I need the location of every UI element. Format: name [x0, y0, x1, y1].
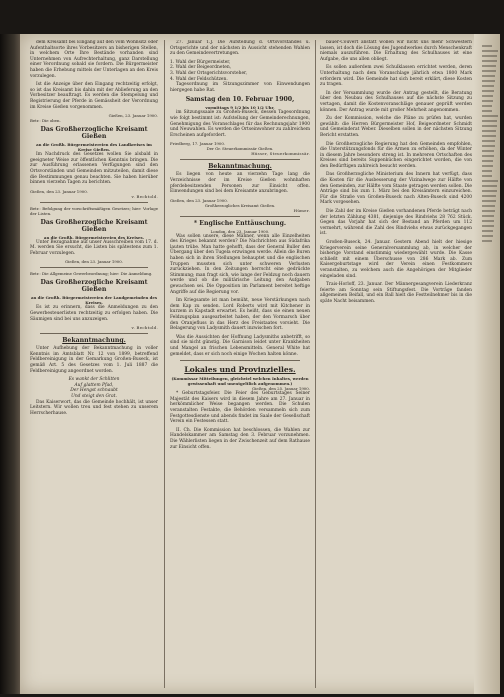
edge-text-line	[482, 155, 494, 157]
column-3	[320, 40, 472, 688]
edge-text-line	[482, 65, 496, 67]
edge-text-line	[482, 55, 497, 57]
poem-line: Und steigt den Grat.	[71, 394, 117, 399]
dateline: Gießen, den 23. Januar 1900.	[170, 197, 228, 203]
column-2	[170, 40, 310, 688]
meeting-subheading: vormittags 9 1/2 bis 10 1/2 Uhr,	[205, 105, 275, 111]
announcement-body: Unter Aufhebung der Bekanntmachung in voller Kenntnis im Amtsblatt Nr. 12 von 1899, betreffend Feldbereinigung in der Gemarkung Großen-Buseck, ist gemäß Art. 5 des Gesetzes vom 1. Juli 1887 die Feldbereinigung angeordnet worden.	[30, 346, 158, 374]
edge-text-line	[482, 95, 493, 97]
office-subheading: an die Großh. Bürgermeistereien des Landkreises im Kreise Gießen.	[36, 142, 152, 153]
edge-text-line	[482, 205, 495, 207]
edge-text-line	[482, 230, 493, 232]
edge-text-line	[482, 110, 492, 112]
list-outro: Tagesordnung im Sitzungszimmer von Einwendungen hiergegen habe Rat.	[170, 82, 310, 93]
signature: Hümer.	[293, 207, 310, 213]
office-heading: Das Großherzogliche Kreisamt Gießen	[40, 218, 148, 233]
poem-line: Es wankt der Schlitten	[68, 377, 120, 383]
local-news-heading: Lokales und Provinzielles.	[184, 365, 296, 375]
edge-text-line	[482, 135, 496, 137]
list-item: 3. Wahl der Ortsgerichtsvorsteher,	[170, 70, 248, 76]
article-paragraph: Das Großherzogliche Ministerium des Innern hat verfügt, dass die Kosten für die Ausbesserung der Vizinalwege zur Hälfte von den Gemeinden, zur Hälfte vom Staate getragen werden sollen. Die Anträge sind bis zum 1. März bei den Kreisämtern einzureichen. Für die Straße von Großen-Buseck nach Alten-Buseck sind 4200 Mark vorgesehen.	[320, 172, 472, 206]
local-news-subheading: (Kommissar Mitteilungen, gleichviel welchen Inhaltes, werden gewissenhaft und unentgeltlich aufgenommen.)	[171, 376, 309, 387]
story-body: Was die Aussichten der Hoffnung Ladysmiths anbetrifft, so sind sie nicht günstig. Die Garnison leidet unter Krankheiten und Mangel an frischen Lebensmitteln. General White hat gemeldet, dass er sich noch einige Wochen halten könne.	[170, 334, 310, 357]
article-paragraph: Es sollen außerdem zwei Schulklassen errichtet werden, deren Unterhaltung nach dem Voranschlage jährlich etwa 1800 Mark erfordern wird. Die Gemeinde hat sich bereit erklärt, diese Kosten zu tragen.	[320, 65, 472, 88]
edge-text-line	[482, 80, 495, 82]
separator	[40, 202, 148, 203]
announcement-heading: Bekanntmachung.	[208, 163, 272, 171]
edge-text-line	[482, 50, 498, 52]
edge-text-line	[482, 200, 496, 202]
article-paragraph: Die Zahl der im Kreise Gießen vorhandenen Pferde beträgt nach der letzten Zählung 4381, diejenige des Rindviehs 28 762 Stück. Gegen das Vorjahr hat sich der Bestand an Pferden um 112 vermehrt, während die Zahl des Rindviehs etwas zurückgegangen ist.	[320, 209, 472, 237]
office-subheading: an die Großh. Bürgermeistereien der Landgemeinden des Kreises.	[30, 295, 158, 306]
edge-text-line	[482, 240, 492, 242]
intro-paragraph-2: Ist die Anzeige über den Eingang rechtzeitig erfolgt, so ist das Kreisamt bis dahin mit der Ablieferung an den Vorbesitzer beauftragt. Es werden die Stempelung und Registrierung der Pferde in Gemässheit der Verordnung im Kreise Gießen vorgenommen.	[30, 82, 158, 110]
story-dateline: London, den 23. Januar 1900.	[210, 228, 270, 234]
edge-text-line	[482, 130, 496, 132]
edge-text-line	[482, 235, 493, 237]
poem-line: Der Hengst schnaubt	[70, 388, 118, 394]
subject-note: Betr.: Die oben.	[30, 118, 61, 124]
dateline: Gießen, den 23. Januar 1900.	[65, 259, 123, 265]
article-paragraph: Zu der Kommission, welche die Pläne zu prüfen hat, wurden gewählt: die Herren Bürgermeister Hof, Beigeordneter Schmidt und Gemeinderat Weber. Dieselben sollen in der nächsten Sitzung Bericht erstatten.	[320, 116, 472, 138]
edge-text-line	[482, 85, 494, 87]
subject-note: Betr.: Die Allgemeine Gewerbeordnung; hier: Die Anmeldung.	[30, 271, 153, 277]
dateline: Gießen, den 23. Januar 1900.	[30, 188, 88, 194]
meeting-body: im Sitzungssaale zu Großen-Buseck, dessen Tagesordnung wie folgt bestimmt ist: Aufstellung der Gemeinderechnungen, Genehmigung des Voranschlages für das Rechnungsjahr 1900 und Neuwahlen. Es werden die Ortseinwohner zu zahlreichem Erscheinen aufgefordert.	[170, 110, 310, 138]
edge-text-line	[482, 70, 496, 72]
column-1	[30, 40, 158, 688]
column-rule	[315, 40, 316, 688]
dateline: Gießen, 23. Januar 1900.	[108, 113, 158, 119]
edge-text-line	[482, 75, 495, 77]
edge-text-line	[482, 175, 492, 177]
newspaper-page	[20, 34, 500, 694]
dateline: Friedberg, 17. Januar 1900.	[170, 141, 226, 147]
edge-text-line	[482, 170, 492, 172]
edge-text-line	[482, 165, 493, 167]
office-body: Unter Bezugnahme auf unser Ausschreiben vom 17. d. M. werden Sie ersucht, die Listen bis spätestens zum 1. Februar vorzulegen.	[30, 239, 158, 256]
signature: Hüsser, Steuerkommissär.	[251, 151, 310, 157]
signature: v. Bechtold.	[131, 325, 158, 331]
column-rule	[164, 40, 165, 688]
next-page-text-strip	[482, 42, 498, 686]
announcement-heading: Bekanntmachung.	[62, 337, 126, 345]
office-heading: Das Großherzogliche Kreisamt Gießen	[40, 126, 148, 141]
announcement-body: Es liegen von heute an vierzehn Tage lang die Verzeichnisse der im Kreise Gießen wohnhaften pferdebesitzenden Personen zur Einsicht offen. Einwendungen sind bei dem Kreisamte anzubringen.	[170, 172, 310, 195]
intro-paragraph: dem Kreisamt bei Eingang auf den vom Wohnsitz oder Aufenthaltsorte ihres Vorbesitzers an bisherigen Stellen, in welchem Orte Ihre Bestände vorhanden sind Unternehmen von Aufrechterhaltung, ganz Darstellung einer Verordnung sobald sie fordern. Die Bürgermeister haben die Erhebung mittels der Unterlagen an den Kreis vorzulegen.	[30, 40, 158, 79]
separator	[180, 216, 300, 217]
local-body: II. Ch. Die Kommission hat beschlossen, die Wahlen zur Handelskammer am Samstag den 3. Februar vorzunehmen. Die Wählerlisten liegen in der Zwischenzeit auf dem Rathause zur Einsicht offen.	[170, 427, 310, 450]
edge-text-line	[482, 225, 494, 227]
next-page-edge	[474, 34, 500, 694]
office-subheading: an die Großh. Bürgermeistereien des Kreises.	[43, 234, 145, 240]
edge-text-line	[482, 60, 497, 62]
article-paragraph: In der Versammlung wurde der Antrag gestellt, die Beratung über den Neubau des Schulhauses auf die nächste Sitzung zu vertagen, damit die Kostenvoranschläge genauer geprüft werden können. Der Antrag wurde mit großer Mehrheit angenommen.	[320, 90, 472, 113]
edge-text-line	[482, 220, 494, 222]
story-heading: * Englische Enttäuschung.	[193, 219, 287, 227]
edge-text-line	[482, 215, 494, 217]
edge-text-line	[482, 210, 495, 212]
edge-text-line	[482, 145, 495, 147]
tail-paragraph: Das Kaiserwort, das die Gemeinde hochhält, ist unser Leitstern. Wir wollen treu und fest stehen zu unserem Herrscherhause.	[30, 399, 158, 416]
article-paragraph: Die Großherzogliche Regierung hat den Gemeinden empfohlen, die Unterstützungsfonds für die Armen zu erhöhen, da der Winter in diesem Jahre besonders streng ist. In mehreren Ortschaften des Kreises sind bereits Suppenküchen eingerichtet worden, die von den Bedürftigen zahlreich besucht werden.	[320, 141, 472, 169]
article-paragraph: bauer-Couvert anstatt wollen wir nicht uns mehr Schwestern lassen, ist doch die Lösung des Jugendwerkes durch Menschenkraft niemals auszuführen. Die Erhaltung des Schulhauses ist eine Aufgabe, die uns allen obliegt.	[320, 40, 472, 62]
article-paragraph: Trais-Horloff, 23. Januar. Der Männergesangverein Liederkranz feierte am Sonntag sein Stiftungsfest. Die Vorträge fanden allgemeinen Beifall, und ein Ball hielt die Festteilnehmer bis in die späte Nacht beisammen.	[320, 282, 472, 304]
book-binding	[0, 34, 20, 694]
office-body: Im Nachdruck des Gesetzes wollen Sie alsbald in geeigneter Weise zur öffentlichen Kenntnis bringen. Die zur Ausführung erlassenen Verfügungen sind den Ortsvorständen und Gemeinden mitzuteilen, damit diese die Bestimmungen genau beachten. Sie haben hierüber binnen vierzehn Tagen zu berichten.	[30, 152, 158, 186]
edge-text-line	[482, 90, 494, 92]
edge-text-line	[482, 190, 497, 192]
local-body: * Geburtstagsfeier. Die Feier des Geburtstages Seiner Majestät des Kaisers wird in diesem Jahre am 27. Januar in herkömmlicher Weise begangen werden. Die Schulen veranstalten Festakte, die Behörden versammeln sich zum Festgottesdienste und abends findet im Saale der Gesellschaft Verein ein Festessen statt.	[170, 391, 310, 425]
separator	[40, 333, 148, 334]
edge-text-line	[482, 140, 495, 142]
story-body: Im Kriegsamte ist man bemüht, neue Verstärkungen nach dem Kap zu senden. Lord Roberts wird mit Kitchener in kurzem in Kapstadt erwartet. Es heißt, dass sie einen neuen Feldzugsplan ausgearbeitet haben, der den Vormarsch über den Oranjefluss in das Herz des Freistaates vorsieht. Die Belagerung von Ladysmith dauert inzwischen fort.	[170, 298, 310, 332]
list-intro: 27. Januar 1.J. Die Aufstellung d. Ortsvorstandes u. Ortsgerichte und der nächsten in Aussicht stehenden Wahlen zu den Gemeindevertretungen.	[170, 40, 310, 57]
local-dateline: Gießen, den 25. Januar 1900.	[252, 386, 310, 392]
subject-note: Betr.: Befolgung der vorschriftsmäßigen Gesetzes; hier: Vorlage der Listen.	[30, 205, 158, 216]
edge-text-line	[482, 180, 498, 182]
meeting-heading: Samstag den 10. Februar 1900,	[185, 96, 295, 104]
edge-text-line	[482, 195, 496, 197]
list-item: 2. Wahl der Beigeordneten,	[170, 65, 232, 71]
edge-text-line	[482, 105, 492, 107]
list-item: 1. Wahl der Bürgermeister,	[170, 59, 231, 65]
office-body: Es ist zu erinnern, dass die Anmeldungen zu den Gewerbesteuerlisten rechtzeitig zu erfolgen haben. Die Säumigen sind bei uns anzuzeigen.	[30, 305, 158, 322]
edge-text-line	[482, 100, 493, 102]
edge-text-line	[482, 45, 492, 47]
edge-text-line	[482, 125, 497, 127]
edge-text-line	[482, 115, 498, 117]
edge-text-line	[482, 185, 497, 187]
edge-text-line	[482, 120, 497, 122]
office-name: Der Gr. Steuerkommissär Gießen.	[206, 146, 274, 152]
story-body: Was sollen unsere, diese Männer, wenn alle Einzelheiten des Krieges bekannt werden? Die Nachrichten aus Südafrika lauten trübe. Man hatte gehofft, dass der General Buller den Übergang über den Tugela erzwingen werde. Allein die Buren haben sich in ihren Stellungen behauptet und die englischen Truppen mussten sich unter schweren Verlusten zurückziehen. In den Zeitungen herrscht eine gedrückte Stimmung; man fragt sich, wie lange der Feldzug noch dauern werde und ob die militärische Leitung den Aufgaben gewachsen sei. Die Opposition im Parlament bereitet heftige Angriffe auf die Regierung vor.	[170, 233, 310, 295]
signature: v. Bechtold.	[131, 193, 158, 199]
list-item: 4. Wahl der Feldschützen.	[170, 76, 228, 82]
article-paragraph: Großen-Buseck, 24. Januar. Gestern Abend hielt der hiesige Kriegerverein seine Generalversammlung ab, in welcher der bisherige Vorstand einstimmig wiedergewählt wurde. Die Kasse schließt mit einem Überschusse von 286 Mark ab. Zum Kaisergeburtstage wird der Verein einen Festkommers veranstalten, zu welchem auch die Angehörigen der Mitglieder eingeladen sind.	[320, 240, 472, 279]
edge-text-line	[482, 160, 493, 162]
poem-line: Auf glattem Pfad,	[74, 382, 114, 388]
office-name: Großherzogliches Kreisamt Gießen.	[204, 202, 276, 208]
separator	[180, 159, 300, 160]
separator	[40, 267, 148, 268]
separator	[180, 360, 300, 361]
edge-text-line	[482, 150, 494, 152]
office-heading: Das Großherzogliche Kreisamt Gießen	[40, 279, 148, 294]
